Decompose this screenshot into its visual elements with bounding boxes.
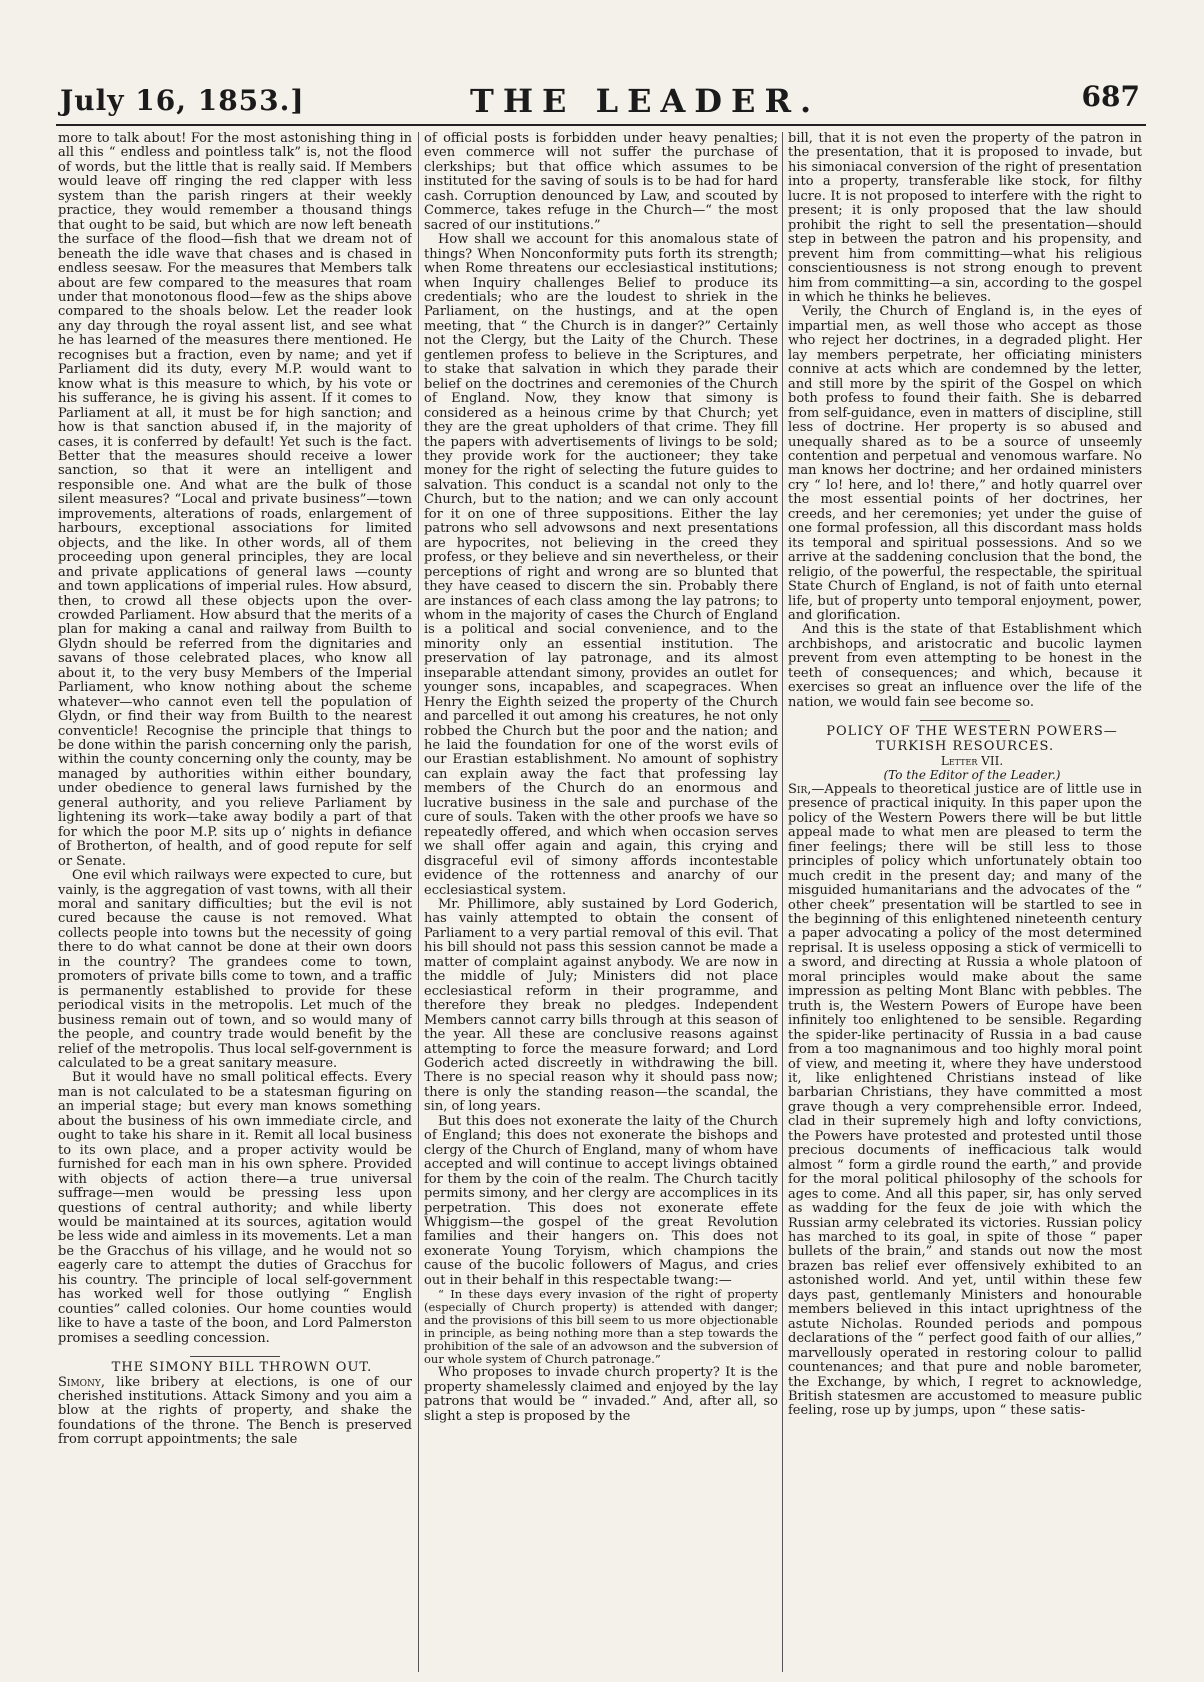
issue-date: July 16, 1853.]: [60, 84, 305, 117]
column-1: [58, 132, 412, 1672]
lead-word: Sir,: [788, 781, 812, 797]
paragraph-text: like bribery at elections, is one of our cherished institutions. Attack Simony and you aim a blow at the rights of property, and shake the foundations of the throne. The Bench is preserved from corrupt appointments; the sale: [58, 1374, 412, 1448]
section-divider: [920, 720, 1010, 721]
article-heading-western-powers: POLICY OF THE WESTERN POWERS— TURKISH RESOURCES.: [826, 724, 1118, 754]
section-divider: [190, 1356, 280, 1357]
paragraph: But this does not exonerate the laity of the Church of England; this does not exonerate the bishops and clergy of the Church of England, many of whom have accepted and will continue to accept livings obtained for them by the coin of the realm. The Church tacitly permits simony, and her clergy are accomplices in its perpetration. This does not exonerate effete Whiggism—the gospel of the great Revolution families and their hangers on. This does not exonerate Young Toryism, which champions the cause of the bucolic followers of Magus, and cries out in their behalf in this respectable twang:—: [424, 1113, 778, 1288]
column-divider: [418, 132, 419, 1672]
masthead-title: THE LEADER.: [470, 82, 821, 120]
paragraph: Verily, the Church of England is, in the eyes of impartial men, as well those who accept as those who reject her doctrines, in a degraded plight. Her lay members perpetrate, her officiating ministers connive at acts which are condemned by the letter, and still more by the spirit of the Gospel on which both profess to found their faith. She is debarred from self-guidance, even in matters of discipline, still less of doctrine. Her property is so abused and unequally shared as to be a source of unseemly contention and perpetual and venomous warfare. No man knows her doctrine; and her ordained ministers cry “ lo! here, and lo! there,” and hotly quarrel over the most essential points of her doctrines, her creeds, and her ceremonies; yet under the guise of one formal profession, all this discordant mass holds its temporal and spiritual possessions. And so we arrive at the saddening conclusion that the bond, the religio, of the powerful, the respectable, the spiritual State Church of England, is not of faith unto eternal life, but of property unto temporal enjoyment, power, and glorification.: [788, 304, 1142, 623]
paragraph: more to talk about! For the most astonishing thing in all this “ endless and pointless talk” is, not the flood of words, but the little that is really said. If Members would leave off ringing the red clapper with less system than the parish ringers at their weekly practice, they would remember a thousand things that ought to be said, but which are now left beneath the surface of the flood—fish that we dream not of beneath the idle wave that chases and is chased in endless seesaw. For the measures that Members talk about are few compared to the measures that roam under that monotonous flood—few as the ships above compared to the shoals below. Let the reader look any day through the royal assent list, and see what he has learned of the measures there mentioned. He recognises but a fraction, even by name; and yet if Parliament did its duty, every M.P. would want to know what is this measure to which, by his vote or his sufferance, he is giving his assent. If it comes to Parliament at all, it must be for high sanction; and how is that sanction abused if, in the majority of cases, it is conferred by default! Yet such is the fact. Better that the measures should receive a lower sanction, so that it were an intelligent and responsible one. And what are the bulk of those silent measures? “Local and private business”—town improvements, alterations of roads, enlargement of harbours, exceptional associations for limited objects, and the like. In other words, all of them proceeding upon general principles, they are local and private applications of general laws —county and town applications of imperial rules. How absurd, then, to crowd all these objects upon the over-crowded Parliament. How absurd that the merits of a plan for making a canal and railway from Builth to Glydn should be referred from the dignitaries and savans of those celebrated places, who know all about it, to the very busy Members of the Imperial Parliament, who know nothing about the scheme whatever—who cannot even tell the population of Glydn, or find their way from Builth to the nearest conventicle! Recognise the principle that things to be done within the parish concerning only the parish, within the county concerning only the county, may be managed by authorities within either boundary, under obedience to general laws furnished by the general authority, and you relieve Parliament by lightening its work—take away bodily a part of that for which the poor M.P. sits up o’ nights in defiance of Brotherton, of health, and of good repute for self or Senate.: [58, 132, 412, 869]
column-3: [788, 132, 1142, 1672]
paragraph: [788, 783, 1142, 1419]
paragraph: [58, 1376, 412, 1448]
column-divider: [782, 132, 783, 1672]
paragraph-text: —Appeals to theoretical justice are of little use in presence of practical iniquity. In this paper upon the policy of the Western Powers there will be but little appeal made to what men are pleased to term the finer feelings; there will be still less to those principles of policy which unfortunately obtain too much credit in the present day; and many of the misguided humanitarians and the advocates of the “ other cheek” presentation will be startled to see in the beginning of this enlightened nineteenth century a paper advocating a policy of the most determined reprisal. It is useless opposing a stick of vermicelli to a sword, and directing at Russia a whole platoon of moral principles would make about the same impression as pelting Mont Blanc with pebbles. The truth is, the Western Powers of Europe have been infinitely too enlightened to be sensible. Regarding the spider-like pertinacity of Russia in a bad cause from a too magnanimous and too highly moral point of view, and meeting it, where they have understood it, like enlightened Christians instead of like barbarian Christians, they have committed a most grave though a very comprehensible error. Indeed, clad in their supremely high and lofty convictions, the Powers have protested and protested until those precious documents of inefficacious talk would almost “ form a girdle round the earth,” and provide for the moral political philosophy of the schools for ages to come. And all this paper, sir, has only served as wadding for the feux de joie with which the Russian army celebrated its victories. Russian policy has marched to its goal, in spite of those “ paper bullets of the brain,” and stands out now the most brazen bas relief ever offensively exhibited to an astonished world. And yet, until within these few days past, gentlemanly Ministers and honourable members believed in this intact uprightness of the astute Nicholas. Rounded periods and pompous declarations of the “ perfect good faith of our allies,” marvellously operated in restoring colour to pallid countenances; and that pure and noble barometer, the Exchange, by which, I regret to acknowledge, British statesmen are accustomed to measure public feeling, rose up by jumps, upon “ these satis-: [788, 781, 1142, 1419]
paragraph: Mr. Phillimore, ably sustained by Lord Goderich, has vainly attempted to obtain the consent of Parliament to a very partial removal of this evil. That his bill should not pass this session cannot be made a matter of complaint against anybody. We are now in the middle of July; Ministers did not place ecclesiastical reform in their programme, and therefore they break no pledges. Independent Members cannot carry bills through at this season of the year. All these are conclusive reasons against attempting to force the measure forward; and Lord Goderich acted discreetly in withdrawing the bill. There is no special reason why it should pass now; there is only the standing reason—the scandal, the sin, of long years.: [424, 897, 778, 1115]
page-number: 687: [1081, 80, 1140, 113]
paragraph: Who proposes to invade church property? It is the property shamelessly claimed and enjoyed by the lay patrons that would be “ invaded.” And, after all, so slight a step is proposed by the: [424, 1365, 778, 1424]
addressee-line: (To the Editor of the Leader.): [883, 768, 1061, 783]
lead-word: Simony,: [58, 1374, 106, 1390]
column-2: [424, 132, 778, 1672]
article-heading-simony: THE SIMONY BILL THROWN OUT.: [111, 1360, 373, 1376]
block-quote: “ In these days every invasion of the right of property (especially of Church property) is attended with danger; and the provisions of this bill seem to us more objectionable in principle, as being nothing more than a step towards the prohibition of the sale of an advowson and the subversion of our whole system of Church patronage.”: [424, 1287, 778, 1367]
paragraph: And this is the state of that Establishment which archbishops, and aristocratic and bucolic laymen prevent from even attempting to be honest in the teeth of consequences; and which, because it exercises so great an influence over the life of the nation, we would fain see become so.: [788, 622, 1142, 710]
paragraph: But it would have no small political effects. Every man is not calculated to be a statesman figuring on an imperial stage; but every man knows something about the business of his own immediate circle, and ought to take his share in it. Remit all local business to its own place, and a proper activity would be furnished for each man in his own sphere. Provided with objects of action there—a true universal suffrage—men would be pressing less upon questions of central authority; and while liberty would be maintained at its sources, agitation would be less wide and aimless in its movements. Let a man be the Gracchus of his village, and he would not so eagerly care to attempt the duties of Gracchus for his country. The principle of local self-government has worked well for those outlying “ English counties” called colonies. Our home counties would like to have a taste of the boon, and Lord Palmerston promises a seedling concession.: [58, 1070, 412, 1346]
paragraph: bill, that it is not even the property of the patron in the presentation, that it is proposed to invade, but his simoniacal conversion of the right of presentation into a property, transferable like stock, for filthy lucre. It is not proposed to interfere with the right to present; it is only proposed that the law should prohibit the right to sell the presentation—should step in between the patron and his propensity, and prevent him from committing—what his religious conscientiousness is not strong enough to prevent him from committing—a sin, according to the gospel in which he thinks he believes.: [788, 132, 1142, 305]
paragraph: of official posts is forbidden under heavy penalties; even commerce will not suffer the purchase of clerkships; but that office which assumes to be instituted for the saving of souls is to be had for hard cash. Corruption denounced by Law, and scouted by Commerce, takes refuge in the Church—“ the most sacred of our institutions.”: [424, 132, 778, 233]
letter-number: Letter VII.: [940, 754, 1004, 769]
paragraph: How shall we account for this anomalous state of things? When Nonconformity puts forth its strength; when Rome threatens our ecclesiastical institutions; when Inquiry challenges Belief to produce its credentials; who are the loudest to shriek in the Parliament, on the hustings, and at the open meeting, that “ the Church is in danger?” Certainly not the Clergy, but the Laity of the Church. These gentlemen profess to believe in the Scriptures, and to stake that salvation in which they parade their belief on the doctrines and ceremonies of the Church of England. Now, they know that simony is considered as a heinous crime by that Church; yet they are the great upholders of that crime. They fill the papers with advertisements of livings to be sold; they provide work for the auctioneer; they take money for the right of selecting the future guides to salvation. This conduct is a scandal not only to the Church, but to the nation; and we can only account for it on one of three suppositions. Either the lay patrons who sell advowsons and next presentations are hypocrites, not believing in the creed they profess, or they believe and sin nevertheless, or their perceptions of right and wrong are so blunted that they have ceased to discern the sin. Probably there are instances of each class among the lay patrons; to whom in the majority of cases the Church of England is a political and social convenience, and to the minority only an essential institution. The preservation of lay patronage, and its almost inseparable attendant simony, provides an outlet for younger sons, incapables, and scapegraces. When Henry the Eighth seized the property of the Church and parcelled it out among his creatures, he not only robbed the Church but the poor and the nation; and he laid the foundation for one of the worst evils of our Erastian establishment. No amount of sophistry can explain away the fact that professing lay members of the Church do an enormous and lucrative business in the sale and purchase of the cure of souls. Taken with the other proofs we have so repeatedly offered, and which when occasion serves we shall offer again and again, this crying and disgraceful evil of simony affords incontestable evidence of the rottenness and anarchy of our ecclesiastical system.: [424, 232, 778, 898]
paragraph: One evil which railways were expected to cure, but vainly, is the aggregation of vast towns, with all their moral and sanitary difficulties; but the evil is not cured because the cause is not removed. What collects people into towns but the necessity of going there to do what cannot be done at their own doors in the country? The grandees come to town, promoters of private bills come to town, and a traffic is permanently established to provide for these periodical visits in the metropolis. Let much of the business remain out of town, and so would many of the people, and country trade would benefit by the relief of the metropolis. Thus local self-government is calculated to be a great sanitary measure.: [58, 868, 412, 1071]
header-rule: [56, 124, 1146, 126]
page-header: [60, 80, 1140, 120]
